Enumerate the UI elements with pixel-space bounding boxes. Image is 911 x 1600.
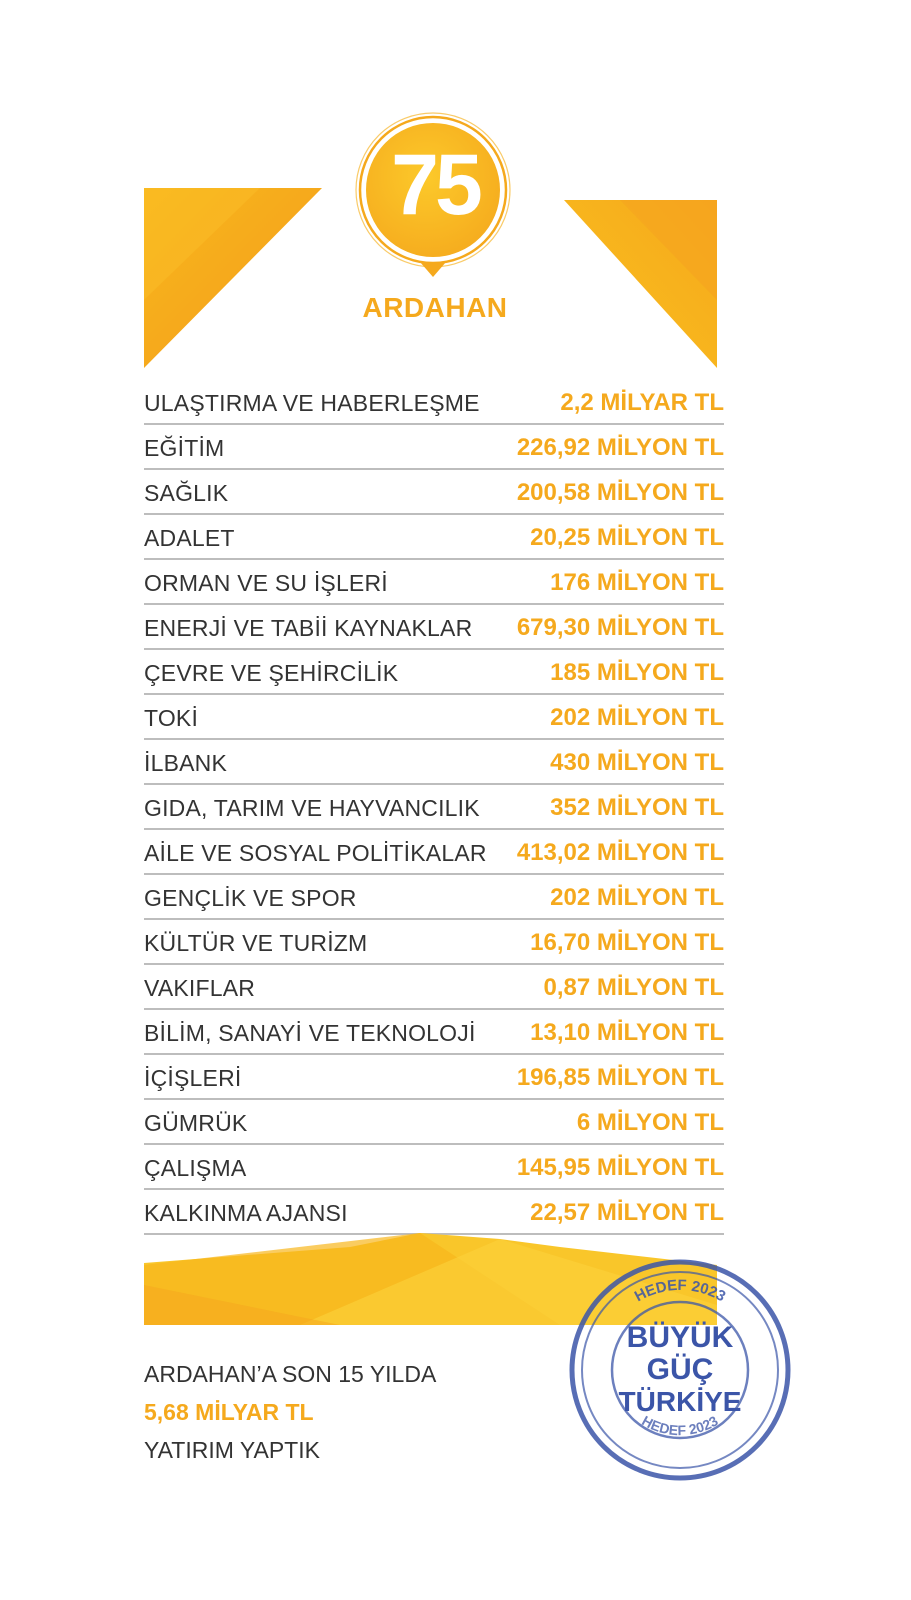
investment-value: 176 MİLYON TL [550,569,724,596]
investment-label: ÇALIŞMA [144,1155,247,1181]
investment-label: EĞİTİM [144,435,225,461]
header [0,0,911,380]
investment-value: 16,70 MİLYON TL [530,929,724,956]
summary-amount: 5,68 MİLYAR TL [144,1399,314,1425]
investment-value: 2,2 MİLYAR TL [560,389,724,416]
investment-value: 679,30 MİLYON TL [516,614,724,641]
investment-row [144,650,724,695]
plate-number: 75 [391,137,479,233]
investment-value: 20,25 MİLYON TL [530,524,724,551]
investment-value: 0,87 MİLYON TL [543,974,724,1001]
svg-text:HEDEF 2023: HEDEF 2023 [639,1412,721,1439]
investment-label: KÜLTÜR VE TURİZM [144,930,368,956]
stamp-line1: BÜYÜK [626,1321,734,1354]
city-title: ARDAHAN [362,292,508,323]
investment-row [144,740,724,785]
investment-label: İLBANK [144,750,228,776]
investment-row [144,1100,724,1145]
investment-value: 6 MİLYON TL [576,1109,724,1136]
stamp-line2: GÜÇ [646,1353,714,1386]
investment-row [144,380,724,425]
investment-label: ENERJİ VE TABİİ KAYNAKLAR [144,615,473,641]
hedef-2023-stamp [565,1255,795,1485]
investment-value: 185 MİLYON TL [550,659,724,686]
investment-row [144,695,724,740]
investment-row [144,965,724,1010]
investment-row [144,425,724,470]
investment-row [144,560,724,605]
investment-label: İÇİŞLERİ [144,1065,242,1091]
stamp-line3: TÜRKİYE [618,1386,742,1417]
investment-label: BİLİM, SANAYİ VE TEKNOLOJİ [144,1020,476,1046]
investment-label: ÇEVRE VE ŞEHİRCİLİK [144,660,399,686]
summary [144,1355,544,1469]
investment-label: GENÇLİK VE SPOR [144,885,357,911]
investment-label: ULAŞTIRMA VE HABERLEŞME [144,390,480,416]
investment-label: GIDA, TARIM VE HAYVANCILIK [144,795,480,821]
summary-line1: ARDAHAN’A SON 15 YILDA [144,1361,437,1387]
investment-value: 13,10 MİLYON TL [530,1019,724,1046]
investment-label: ORMAN VE SU İŞLERİ [144,570,388,596]
investment-row [144,605,724,650]
investment-value: 413,02 MİLYON TL [516,839,724,866]
investment-label: AİLE VE SOSYAL POLİTİKALAR [144,840,487,866]
investment-row [144,875,724,920]
investment-row [144,1055,724,1100]
investment-row [144,1145,724,1190]
investment-label: TOKİ [144,705,199,731]
investment-row [144,830,724,875]
investment-value: 202 MİLYON TL [550,704,724,731]
investment-value: 352 MİLYON TL [550,794,724,821]
investment-label: KALKINMA AJANSI [144,1200,348,1226]
investment-label: SAĞLIK [144,480,229,506]
investment-value: 22,57 MİLYON TL [530,1199,724,1226]
investment-value: 200,58 MİLYON TL [516,479,724,506]
investment-value: 196,85 MİLYON TL [516,1064,724,1091]
investment-value: 145,95 MİLYON TL [516,1154,724,1181]
badge-pointer [420,262,446,277]
investment-value: 202 MİLYON TL [550,884,724,911]
investment-row [144,785,724,830]
investment-value: 430 MİLYON TL [550,749,724,776]
summary-line3: YATIRIM YAPTIK [144,1437,320,1463]
investment-row [144,470,724,515]
investment-row [144,920,724,965]
investment-label: ADALET [144,525,235,551]
investment-value: 226,92 MİLYON TL [516,434,724,461]
investment-row [144,515,724,560]
investment-table [144,380,724,1235]
investment-label: GÜMRÜK [144,1110,248,1136]
investment-label: VAKIFLAR [144,975,256,1001]
investment-row [144,1010,724,1055]
stamp-ring-text: HEDEF 2023 [631,1276,729,1306]
